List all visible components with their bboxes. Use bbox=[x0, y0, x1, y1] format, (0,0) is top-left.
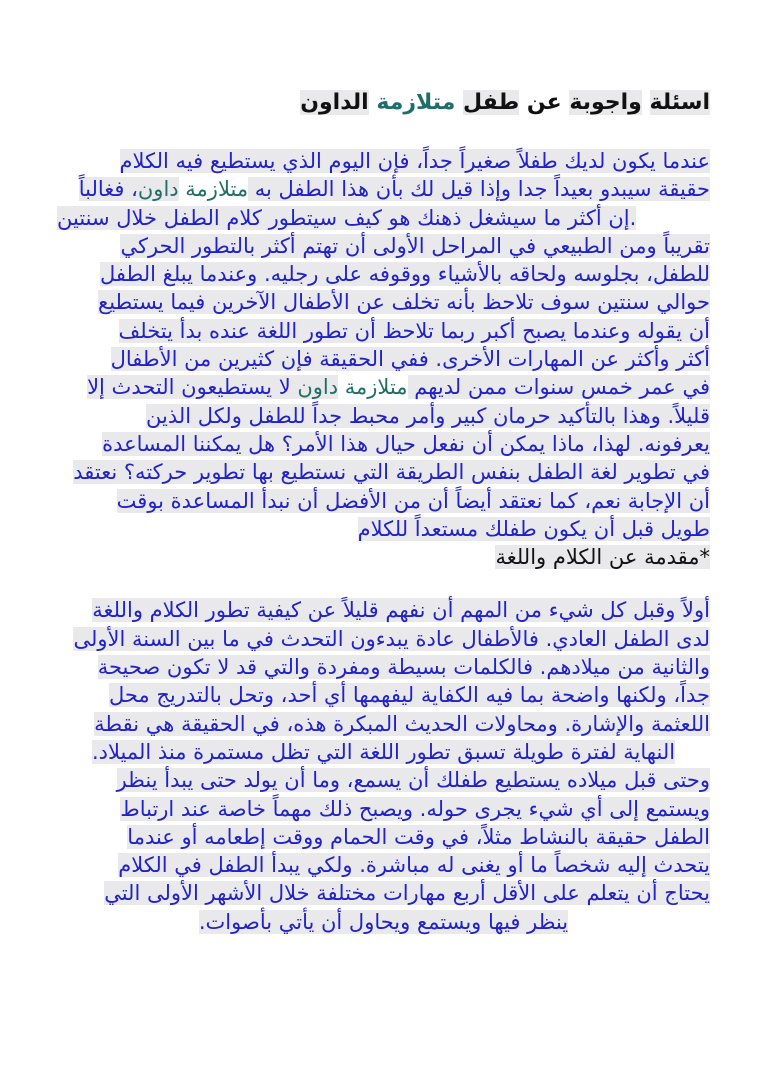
text-segment: يحتاج أن يتعلم على الأقل أربع مهارات مختلفة خلال الأشهر الأولى التي bbox=[104, 881, 710, 906]
text-segment: وحتى قبل ميلاده يستطيع طفلك أن يسمع، وما أن يولد حتى يبدأ ينظر bbox=[116, 768, 710, 793]
text-segment bbox=[642, 90, 650, 115]
text-line bbox=[57, 795, 710, 823]
text-segment: عن bbox=[519, 90, 570, 115]
text-line bbox=[57, 823, 710, 851]
text-segment: الطفل حقيقة بالنشاط مثلاً، في وقت الحمام ووقت إطعامه أو عندما bbox=[127, 824, 710, 849]
text-line bbox=[57, 260, 710, 288]
text-segment: قليلاً. وهذا بالتأكيد حرمان كبير وأمر محبط جداً للطفل ولكل الذين bbox=[146, 403, 710, 428]
text-line bbox=[57, 86, 710, 120]
document-content bbox=[57, 0, 710, 936]
text-line bbox=[57, 345, 710, 373]
keyword-segment: متلازمة bbox=[376, 90, 456, 115]
text-line bbox=[57, 908, 710, 936]
text-line bbox=[57, 373, 710, 401]
text-line bbox=[57, 515, 710, 543]
text-line bbox=[57, 147, 710, 175]
text-segment: أكثر وأكثر عن المهارات الأخرى. ففي الحقيقة فإن كثيرين من الأطفال bbox=[110, 347, 710, 372]
text-line bbox=[57, 543, 710, 571]
text-line bbox=[57, 458, 710, 486]
paragraph-speech-language bbox=[57, 596, 710, 936]
text-segment: للطفل، بجلوسه ولحاقه بالأشياء ووقوفه على رجليه. وعندما يبلغ الطفل bbox=[99, 262, 710, 287]
text-segment: ، فغالباً bbox=[78, 177, 138, 202]
text-line bbox=[57, 430, 710, 458]
text-segment: يتحدث إليه شخصاً ما أو يغنى له مباشرة. ولكي يبدأ الطفل في الكلام bbox=[118, 853, 710, 878]
text-segment: أن الإجابة نعم، كما نعتقد أيضاً أن من الأفضل أن نبدأ المساعدة بوقت bbox=[116, 488, 710, 513]
text-segment: ويستمع إلى أي شيء يجرى حوله. ويصبح ذلك مهماً خاصة عند ارتباط bbox=[120, 796, 710, 821]
text-line bbox=[57, 653, 710, 681]
text-line bbox=[57, 288, 710, 316]
text-segment: .إن أكثر ما سيشغل ذهنك هو كيف سيتطور كلام الطفل خلال سنتين bbox=[57, 205, 637, 230]
keyword-segment: داون bbox=[297, 375, 339, 400]
text-segment: عندما يكون لديك طفلاً صغيراً جداً، فإن اليوم الذي يستطيع فيه الكلام bbox=[119, 149, 710, 173]
text-line bbox=[57, 710, 710, 738]
text-line bbox=[57, 487, 710, 515]
text-line bbox=[57, 204, 710, 232]
text-line bbox=[57, 232, 710, 260]
text-segment: اسئلة bbox=[649, 90, 710, 115]
text-segment: والثانية من ميلادهم. فالكلمات بسيطة ومفردة والتي قد لا تكون صحيحة bbox=[97, 655, 710, 680]
text-segment: طفل bbox=[463, 90, 520, 115]
text-segment: طويل قبل أن يكون طفلك مستعداً للكلام bbox=[357, 516, 710, 541]
text-segment: جداً، ولكنها واضحة بما فيه الكفاية ليفهمها أي أحد، وتحل بالتدريج محل bbox=[108, 683, 710, 708]
text-segment: *مقدمة عن الكلام واللغة bbox=[495, 545, 710, 570]
text-segment: في عمر خمس سنوات ممن لديهم bbox=[407, 375, 710, 400]
text-segment: أن يقوله وعندما يصبح أكبر ربما تلاحظ أن تطور اللغة عنده بدأ يتخلف bbox=[118, 318, 710, 343]
text-segment: الداون bbox=[300, 90, 369, 115]
keyword-segment: متلازمة bbox=[338, 375, 408, 400]
text-line bbox=[57, 175, 710, 203]
text-segment: يعرفونه. لهذا، ماذا يمكن أن نفعل حيال هذا الأمر؟ هل يمكننا المساعدة bbox=[102, 431, 710, 456]
document-title bbox=[57, 86, 710, 120]
text-line bbox=[57, 851, 710, 879]
text-segment: حوالي سنتين سوف تلاحظ بأنه تخلف عن الأطفال الآخرين فيما يستطيع bbox=[98, 290, 710, 315]
keyword-segment: داون bbox=[137, 177, 179, 202]
text-segment bbox=[455, 90, 463, 115]
text-segment: لدى الطفل العادي. فالأطفال عادة يبدءون التحدث في ما بين السنة الأولى bbox=[73, 626, 710, 651]
paragraph-intro bbox=[57, 147, 710, 543]
keyword-segment: متلازمة bbox=[178, 177, 249, 202]
text-line bbox=[57, 625, 710, 653]
text-line bbox=[57, 879, 710, 907]
section-heading bbox=[57, 543, 710, 571]
text-segment: النهاية لفترة طويلة تسبق تطور اللغة التي تظل مستمرة منذ الميلاد. bbox=[91, 739, 676, 764]
text-line bbox=[57, 402, 710, 430]
text-line bbox=[57, 596, 710, 624]
text-segment: أولاً وقبل كل شيء من المهم أن نفهم قليلاً عن كيفية تطور الكلام واللغة bbox=[92, 598, 710, 623]
text-segment: ينظر فيها ويستمع ويحاول أن يأتي بأصوات. bbox=[198, 909, 569, 934]
text-segment: اللعثمة والإشارة. ومحاولات الحديث المبكرة هذه، في الحقيقة هي نقطة bbox=[94, 711, 710, 736]
text-line bbox=[57, 317, 710, 345]
text-segment: لا يستطيعون التحدث إلا bbox=[87, 375, 298, 400]
text-segment: واجوبة bbox=[569, 90, 642, 115]
text-line bbox=[57, 766, 710, 794]
text-line bbox=[57, 738, 710, 766]
text-line bbox=[57, 681, 710, 709]
text-segment: تقريباً ومن الطبيعي في المراحل الأولى أن تهتم أكثر بالتطور الحركي bbox=[120, 233, 710, 258]
text-segment: حقيقة سيبدو بعيداً جدا وإذا قيل لك بأن هذا الطفل به bbox=[248, 177, 710, 202]
text-segment: في تطوير لغة الطفل بنفس الطريقة التي نستطيع بها تطوير حركته؟ نعتقد bbox=[73, 460, 710, 485]
